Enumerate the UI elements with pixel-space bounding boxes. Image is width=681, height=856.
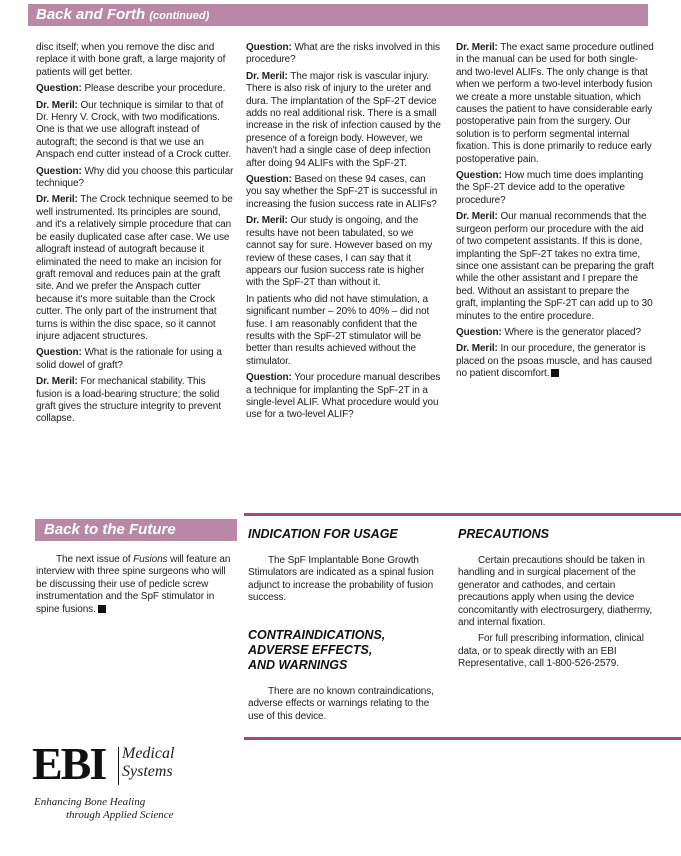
precautions-text-2: For full prescribing information, clinical data, or to speak directly with an EBI Representative, call 1-800-526-2579. [458, 633, 644, 670]
question-paragraph [36, 347, 234, 372]
header-bar [28, 4, 648, 26]
speaker-label: Dr. Meril: [36, 376, 78, 388]
text-paragraph [36, 42, 234, 79]
paragraph-text: In patients who did not have stimulation, a significant number – 20% to 40% – did not fuse. I am reasonably confident that the results with the SpF-2T stimulator will be better than results achieved without the stimulator. [246, 293, 430, 367]
question-label: Question: [36, 165, 82, 177]
question-paragraph [36, 83, 234, 95]
paragraph-text: How much time does implanting the SpF-2T device add to the operative procedure? [456, 170, 644, 206]
paragraph-text: In our procedure, the generator is placed on the psoas muscle, and has caused no patient discomfort. [456, 343, 652, 380]
end-mark-icon [551, 369, 559, 377]
contraindications-heading [248, 628, 385, 673]
paragraph-text: Where is the generator placed? [501, 326, 641, 338]
logo-letters: EBI [32, 738, 106, 789]
paragraph-text: Our manual recommends that the surgeon perform our procedure with the aid of two competent assistants. If this is done, implanting the SpF-2T takes no extra time, since one assistant can be preparing the graft while the other assistant and I prepare the bed. Without an assistant to prepare the graft, implanting the SpF-2T can add up to 30 minutes to the entire procedure. [456, 211, 654, 322]
speaker-label: Dr. Meril: [456, 42, 498, 53]
logo-tagline [34, 796, 204, 822]
logo-word-systems: Systems [122, 763, 173, 780]
paragraph-text: The Crock technique seemed to be well instrumented. Its principles are sound, and it's a relatively simple procedure that can be easily duplicated case after case. We use allograft instead of autograft because it eliminated the need to make an incision for graft removal and reduces pain at the graft site. And we prefer the Anspach cutter because it's more suitable than the Crock cutter. The only part of the instrument that turns is within the disc space, so it cannot injure adjacent structures. [36, 194, 233, 342]
back-to-future-title: Back to the Future [44, 521, 176, 538]
logo-divider [118, 747, 119, 785]
section-divider-top [244, 513, 681, 516]
header-subtitle: (continued) [149, 10, 210, 22]
speaker-label: Dr. Meril: [36, 99, 78, 111]
paragraph-text: For mechanical stability. This fusion is a load-bearing structure; the solid graft gives the structure integrity to prevent collapse. [36, 376, 221, 425]
tagline-line2: through Applied Science [66, 809, 174, 821]
interview-column-2 [246, 42, 444, 426]
contra-heading-line1: CONTRAINDICATIONS, [248, 628, 386, 642]
indication-heading: INDICATION FOR USAGE [248, 527, 398, 541]
ebi-logo [32, 739, 182, 789]
answer-paragraph [36, 100, 234, 162]
answer-paragraph [246, 215, 444, 289]
btf-publication-name: Fusions [133, 554, 168, 565]
end-mark-icon [98, 605, 106, 613]
question-label: Question: [456, 326, 502, 338]
answer-paragraph [456, 211, 654, 323]
paragraph-text: Our study is ongoing, and the results have not been tabulated, so we cannot say for sure. However based on my review of these cases, I can say that it appears our fusion success rate is higher with the SpF-2T than without it. [246, 215, 433, 289]
logo-word-medical: Medical [122, 745, 175, 762]
speaker-label: Dr. Meril: [36, 194, 78, 206]
text-paragraph [246, 294, 444, 368]
contra-heading-line3: AND WARNINGS [248, 658, 348, 672]
section-divider-bottom [244, 737, 681, 740]
question-paragraph [246, 42, 444, 67]
question-label: Question: [36, 83, 82, 95]
interview-column-1 [36, 42, 234, 430]
question-label: Question: [246, 372, 292, 384]
question-paragraph [246, 174, 444, 211]
paragraph-text: disc itself; when you remove the disc and replace it with bone graft, a large majority of patients will get better. [36, 42, 226, 78]
question-paragraph [36, 166, 234, 191]
paragraph-text: The major risk is vascular injury. There is also risk of injury to the ureter and dura. The implantation of the SpF-2T device adds no real additional risk. There is a small increase in the risk of infection caused by the presence of a foreign body. However, we haven't had a single case of deep infection after doing 94 ALIFs with the SpF-2T. [246, 70, 441, 169]
question-paragraph [456, 327, 654, 339]
tagline-line1: Enhancing Bone Healing [34, 796, 146, 808]
question-paragraph [246, 372, 444, 422]
answer-paragraph [456, 343, 654, 380]
precautions-heading: PRECAUTIONS [458, 527, 549, 541]
precautions-text-1: Certain precautions should be taken in handling and in surgical placement of the generator and cathodes, and certain precautions apply when using the device concomitantly with electrosurgery, diathermy, and internal fixation. [458, 555, 653, 629]
speaker-label: Dr. Meril: [246, 215, 288, 227]
indication-text: The SpF Implantable Bone Growth Stimulators are indicated as a spinal fusion adjunct to increase the probability of fusion success. [248, 555, 434, 604]
question-paragraph [456, 170, 654, 207]
interview-column-3 [456, 42, 654, 385]
paragraph-text: What is the rationale for using a solid dowel of graft? [36, 347, 222, 371]
btf-body-prefix: The next issue of [56, 554, 134, 565]
paragraph-text: Why did you choose this particular technique? [36, 165, 234, 190]
contra-heading-line2: ADVERSE EFFECTS, [248, 643, 373, 657]
precautions-body [458, 555, 654, 675]
back-to-future-bar [35, 519, 237, 541]
indication-body [248, 555, 438, 609]
page-title [36, 6, 209, 23]
speaker-label: Dr. Meril: [456, 211, 498, 223]
paragraph-text: The exact same procedure outlined in the manual can be used for both single- and two-level ALIFs. The only change is that when we perform a two-level interbody fusion we create a more unstable situation, which causes the patient to have considerable early postoperative pain from the surgery. Our solution is to perform segmental internal fixation. This is done primarily to reduce early postoperative pain. [456, 42, 654, 165]
question-label: Question: [456, 170, 502, 182]
answer-paragraph [456, 42, 654, 166]
question-label: Question: [36, 347, 82, 359]
paragraph-text: Please describe your procedure. [81, 83, 226, 95]
answer-paragraph [36, 194, 234, 343]
header-title-text: Back and Forth [36, 6, 146, 23]
answer-paragraph [246, 71, 444, 170]
back-to-future-body [36, 554, 234, 620]
speaker-label: Dr. Meril: [456, 343, 498, 355]
answer-paragraph [36, 376, 234, 426]
question-label: Question: [246, 42, 292, 53]
paragraph-text: Based on these 94 cases, can you say whether the SpF-2T is successful in increasing the fusion success rate in ALIFs? [246, 174, 438, 210]
contra-text: There are no known contraindications, adverse effects or warnings relating to the use of this device. [248, 686, 434, 722]
speaker-label: Dr. Meril: [246, 70, 288, 82]
paragraph-text: Our technique is similar to that of Dr. Henry V. Crock, with two modifications. One is that we use allograft instead of autograft; the second is that we use an Anspach end cutter instead of a Crock cutter. [36, 99, 232, 161]
contraindications-body [248, 686, 438, 727]
paragraph-text: What are the risks involved in this procedure? [246, 42, 440, 66]
question-label: Question: [246, 174, 292, 186]
btf-body-suffix: will feature an interview with three spine surgeons who will be discussing their use of pedicle screw instrumentation and the SpF stimulator in spine fusions. [36, 554, 231, 615]
paragraph-text: Your procedure manual describes a technique for implanting the SpF-2T in a single-level ALIF. What procedure would you use for a two-level ALIF? [246, 372, 441, 421]
